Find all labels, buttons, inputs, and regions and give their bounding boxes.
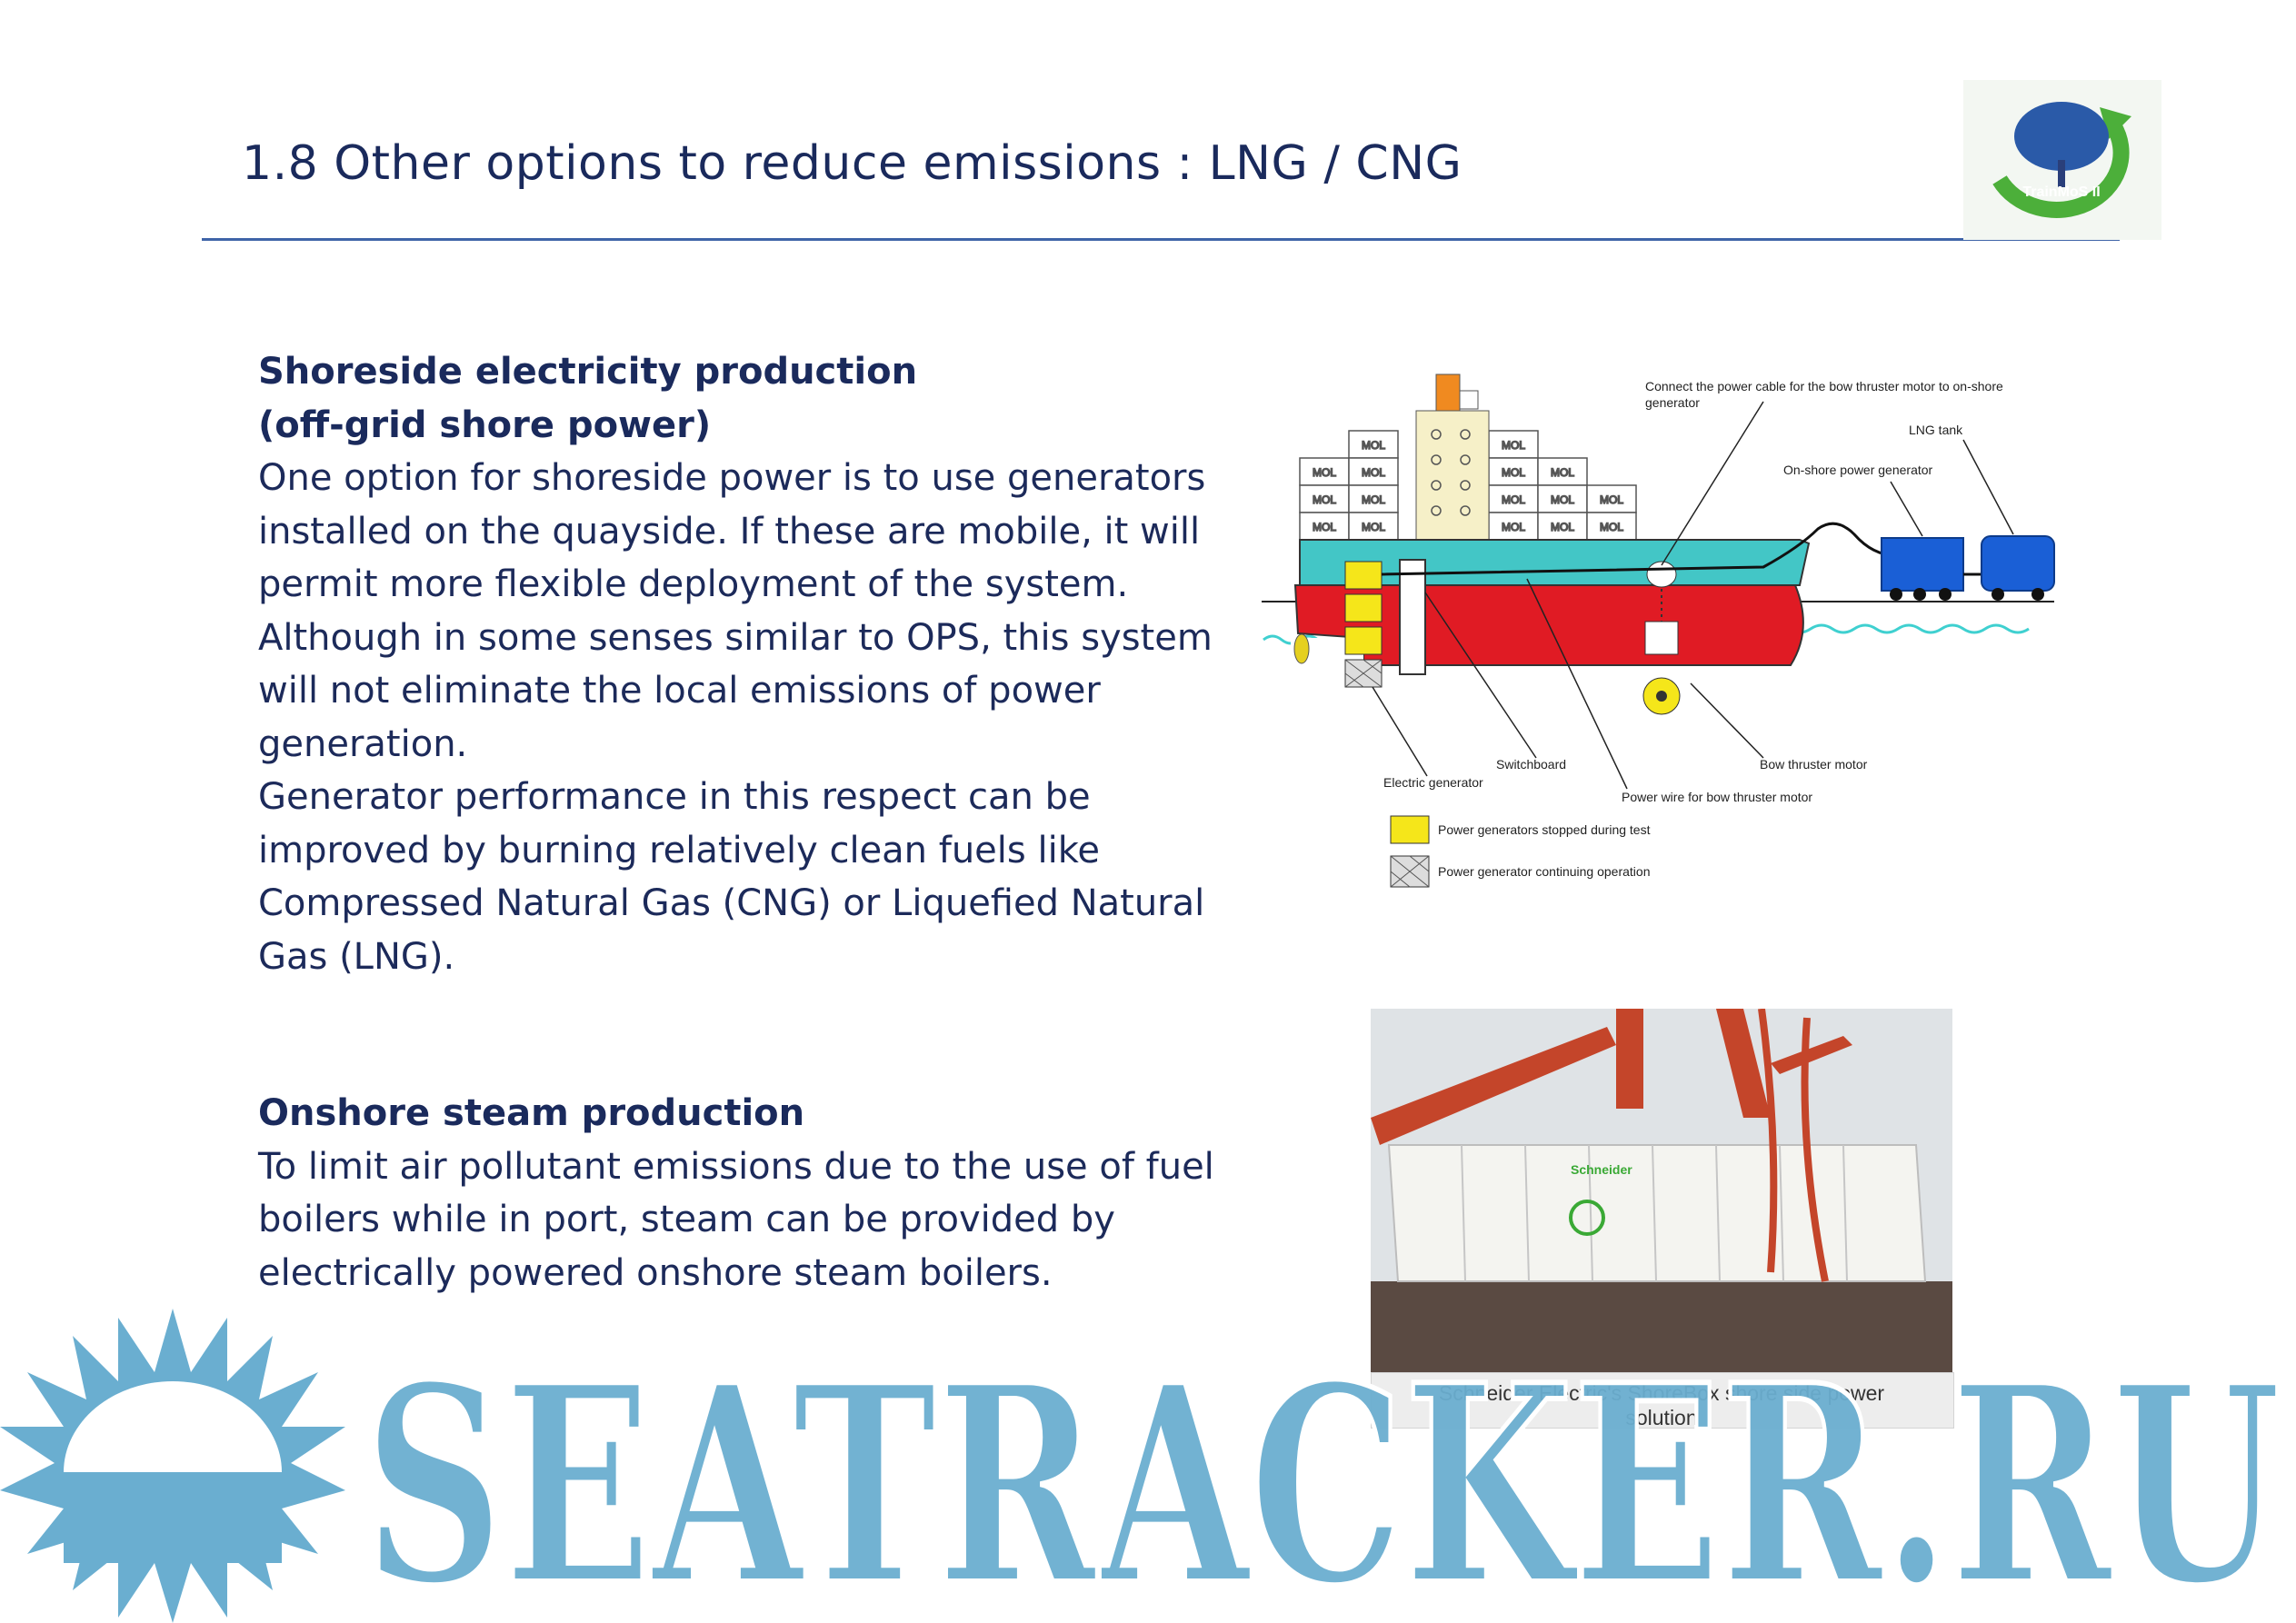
body-line: Gas (LNG). (258, 935, 455, 978)
svg-text:MOL: MOL (1361, 521, 1386, 533)
svg-text:MOL: MOL (1312, 521, 1337, 533)
slide-title: 1.8 Other options to reduce emissions : LNG / CNG (242, 136, 1462, 191)
lng-tank-trailer (1982, 536, 2054, 601)
svg-text:MOL: MOL (1361, 493, 1386, 506)
svg-text:MOL: MOL (1312, 493, 1337, 506)
shore-power-section (258, 345, 1222, 983)
svg-text:MOL: MOL (1550, 493, 1575, 506)
section-heading-3: Onshore steam production (258, 1092, 805, 1134)
svg-text:MOL: MOL (1361, 466, 1386, 479)
photo-caption: Schneider Electric's ShoreBox shore side power solution (1438, 1381, 1885, 1429)
body-line: will not eliminate the local emissions of power (258, 670, 1101, 712)
steam-production-section (258, 1087, 1222, 1299)
svg-text:SEATRACKER.RU: SEATRACKER.RU (364, 1325, 2281, 1623)
body-line: Although in some senses similar to OPS, this system (258, 616, 1213, 659)
svg-text:MOL: MOL (1501, 466, 1526, 479)
onshore-generator-trailer (1882, 538, 1963, 601)
svg-text:MOL: MOL (1312, 466, 1337, 479)
svg-text:Electric generator: Electric generator (1383, 775, 1483, 790)
sun-burst-icon (0, 1309, 345, 1623)
svg-text:MOL: MOL (1361, 439, 1386, 452)
body-line: Generator performance in this respect can be (258, 776, 1091, 818)
body-line: installed on the quayside. If these are mobile, it will (258, 510, 1201, 553)
svg-text:MOL: MOL (1501, 439, 1526, 452)
svg-text:Power generator continuing ope: Power generator continuing operation (1438, 864, 1651, 879)
svg-text:Power wire for bow thruster mo: Power wire for bow thruster motor (1622, 790, 1813, 804)
svg-text:MOL: MOL (1599, 493, 1624, 506)
body-line: electrically powered onshore steam boilers. (258, 1251, 1053, 1294)
propeller-icon (1294, 634, 1309, 663)
body-line: improved by burning relatively clean fuels like (258, 829, 1101, 871)
body-line: One option for shoreside power is to use generators (258, 457, 1206, 499)
svg-text:Bow thruster motor: Bow thruster motor (1760, 757, 1868, 772)
svg-text:Switchboard: Switchboard (1496, 757, 1567, 772)
logo-text: TrainMoS II (2022, 184, 2101, 200)
section-heading-1: Shoreside electricity production (258, 351, 918, 393)
trainmos-logo (1963, 80, 2161, 240)
svg-text:Connect the power cable for th: Connect the power cable for the bow thruster motor to on-shore (1645, 379, 2003, 393)
svg-text:generator: generator (1645, 395, 1700, 410)
svg-text:MOL: MOL (1501, 493, 1526, 506)
section-heading-2: (off-grid shore power) (258, 403, 712, 446)
body-line: generation. (258, 722, 468, 765)
svg-text:Schneider: Schneider (1571, 1162, 1632, 1177)
body-line: Compressed Natural Gas (CNG) or Liquefied Natural (258, 882, 1205, 924)
svg-text:On-shore power generator: On-shore power generator (1783, 463, 1933, 477)
svg-text:MOL: MOL (1599, 521, 1624, 533)
svg-text:MOL: MOL (1550, 521, 1575, 533)
svg-text:LNG tank: LNG tank (1909, 423, 1963, 437)
body-line: permit more flexible deployment of the system. (258, 563, 1129, 605)
seatracker-watermark (0, 1290, 2296, 1623)
body-line: boilers while in port, steam can be provided by (258, 1199, 1115, 1240)
ship-shore-power-diagram (1254, 356, 2072, 901)
svg-text:MOL: MOL (1501, 521, 1526, 533)
body-line: To limit air pollutant emissions due to the use of fuel (258, 1145, 1214, 1188)
svg-text:Power generators stopped durin: Power generators stopped during test (1438, 822, 1651, 837)
title-divider (202, 238, 2120, 241)
svg-text:MOL: MOL (1550, 466, 1575, 479)
